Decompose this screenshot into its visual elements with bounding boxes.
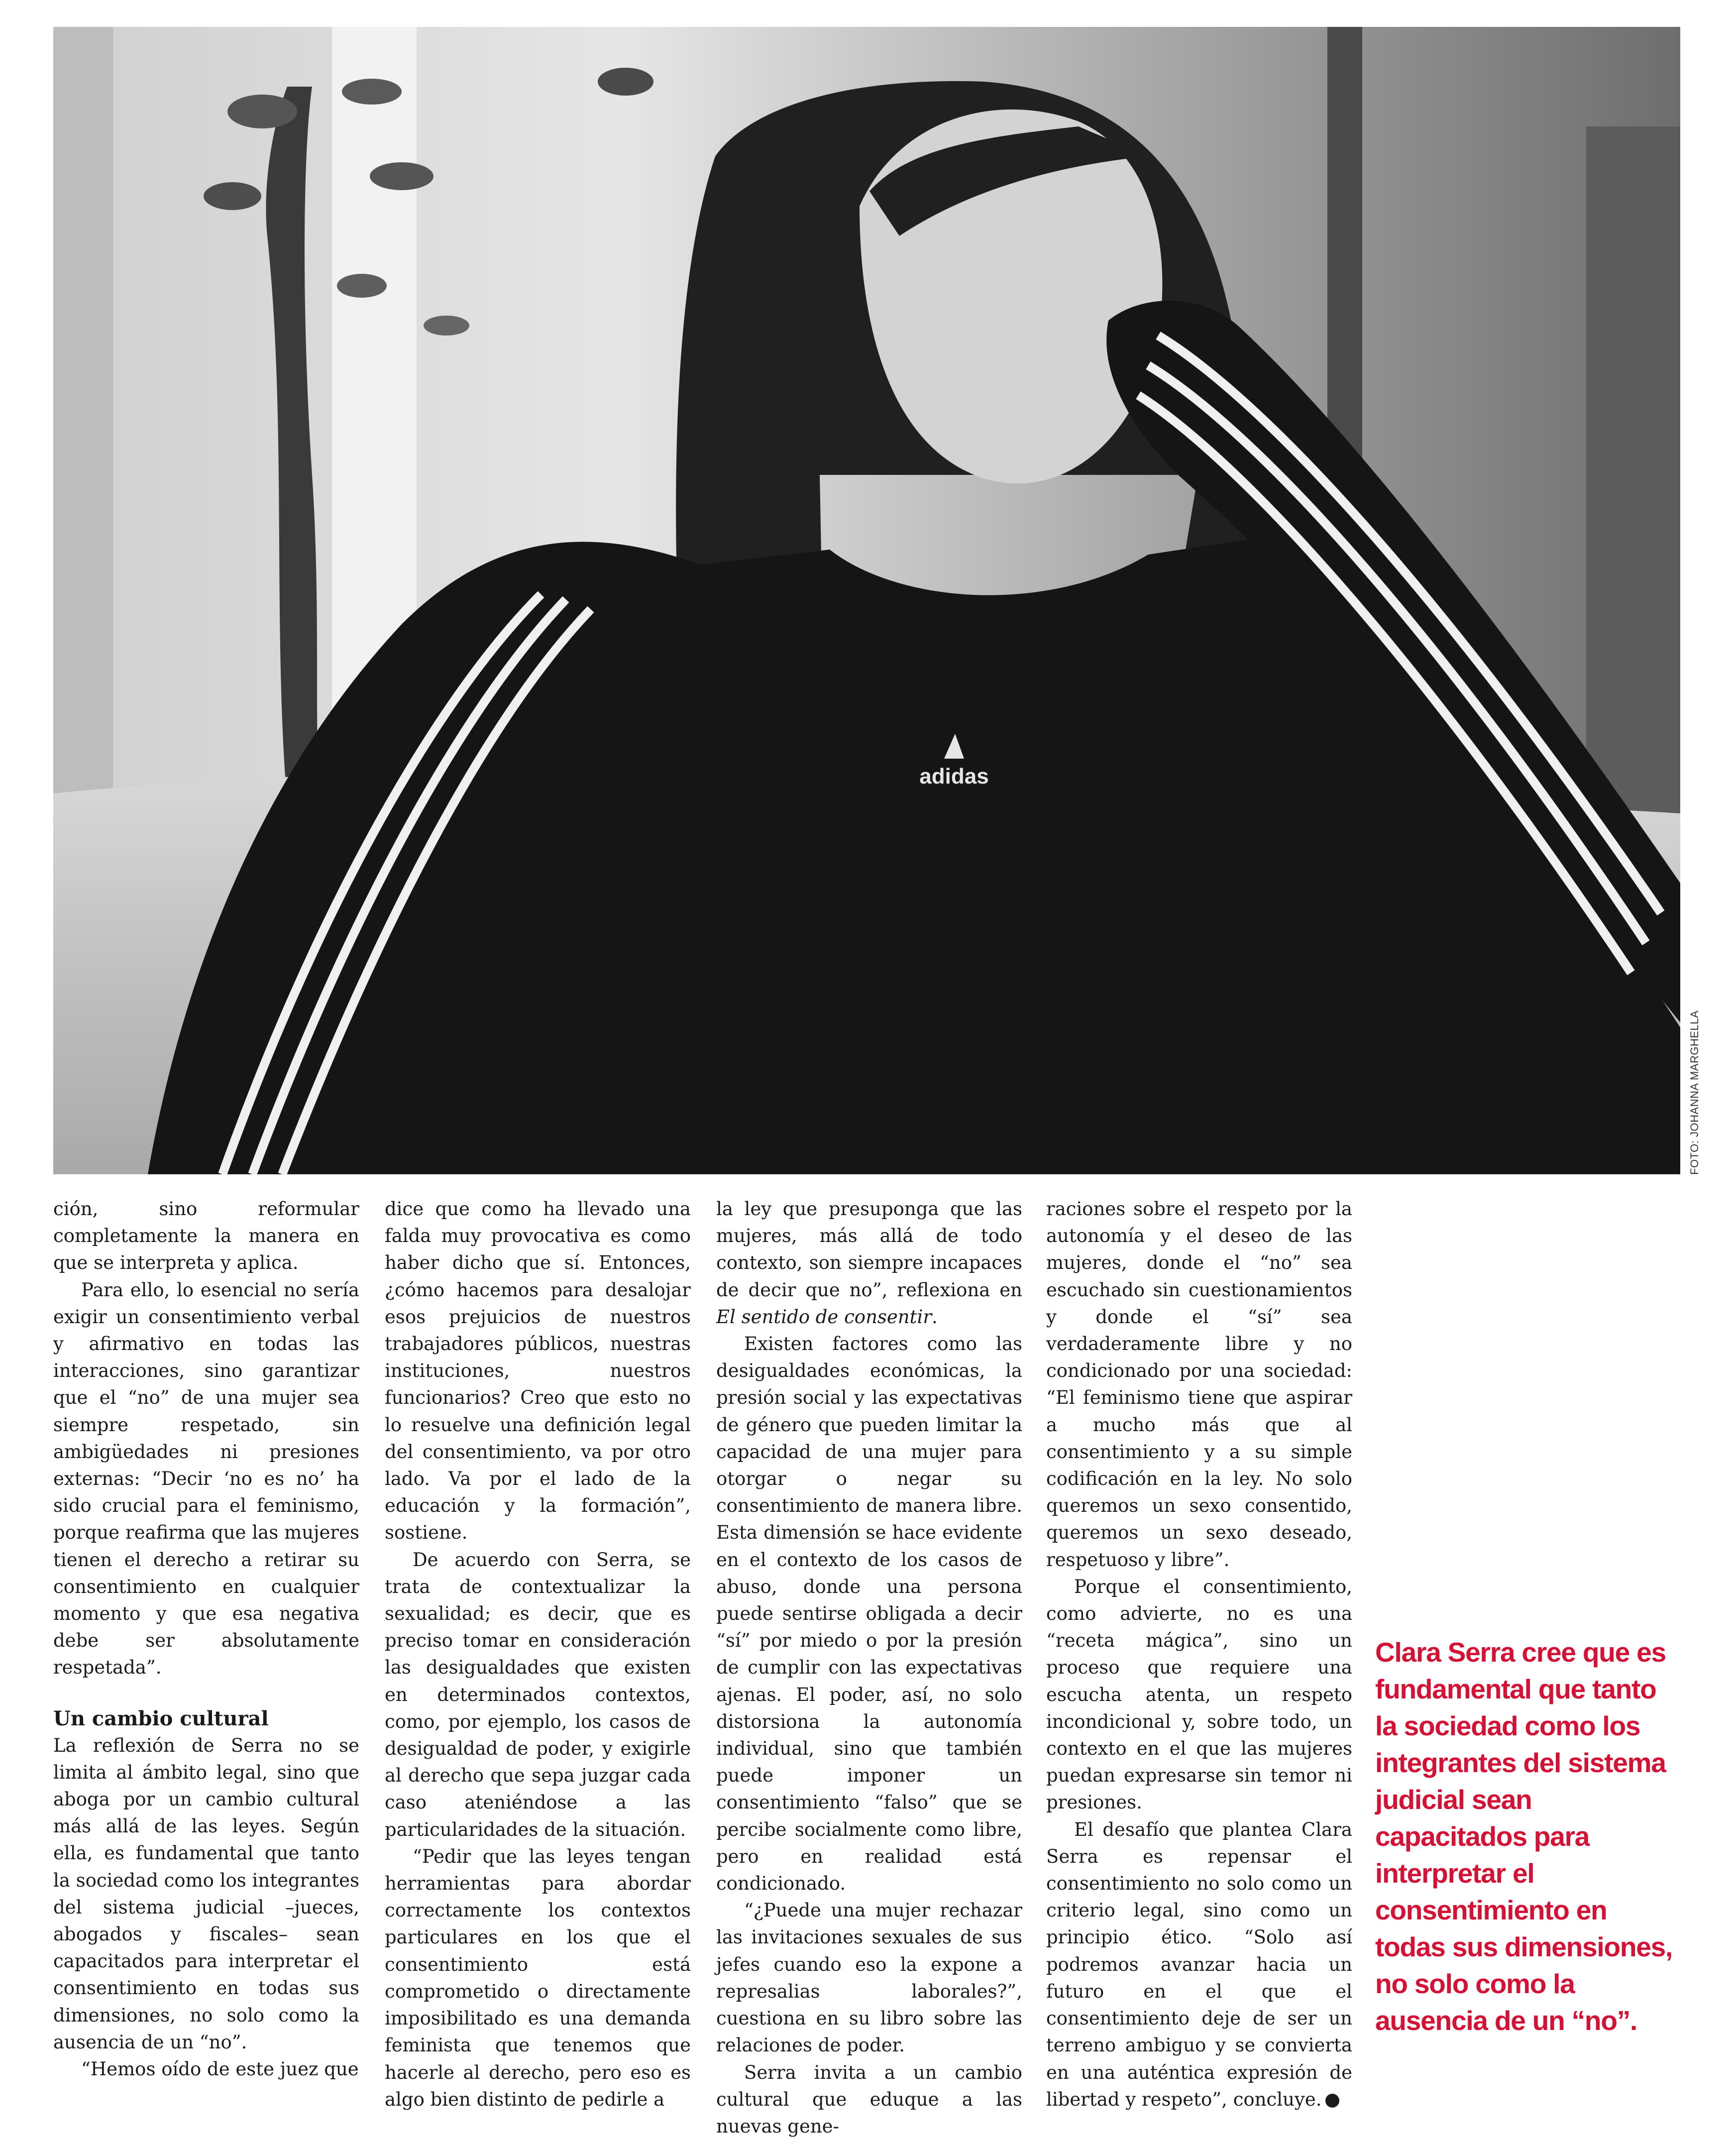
- photo-credit: [1685, 956, 1699, 1175]
- article-column-3: [716, 1196, 1022, 2140]
- paragraph: “Hemos oído de este juez que: [53, 2056, 359, 2083]
- paragraph: “Pedir que las leyes tengan herramientas para abordar correctamente los contextos particulares en los que el consentimiento está comprometido o directamente imposibilitado es una demanda feminista que tenemos que hacerle al derecho, pero eso es algo bien distinto de pedirle a: [385, 1843, 691, 2113]
- portrait-photo: [53, 27, 1680, 1174]
- paragraph: “¿Puede una mujer rechazar las invitaciones sexuales de sus jefes cuando eso la expone a represalias laborales?”, cuestiona en su libro sobre las relaciones de poder.: [716, 1897, 1022, 2059]
- paragraph-text: .: [932, 1306, 938, 1328]
- article-column-1: [53, 1196, 359, 2083]
- paragraph: De acuerdo con Serra, se trata de contextualizar la sexualidad; es decir, que es preciso tomar en consideración las desigualdades que existen en determinados contextos, como, por ejemplo, los casos de desigualdad de poder, y exigirle al derecho que sepa juzgar cada caso ateniéndose a las particularidades de la situación.: [385, 1547, 691, 1843]
- shirt-logo-text: adidas: [919, 764, 988, 788]
- paragraph-text: El desafío que plantea Clara Serra es repensar el consentimiento no solo como un criterio legal, sino como un principio ético. “Solo así podremos avanzar hacia un futuro en el que el consentimiento deje de ser un terreno ambiguo y se convierta en una auténtica expresión de libertad y respeto”, concluye.: [1046, 1819, 1352, 2110]
- paragraph: Existen factores como las desigualdades económicas, la presión social y las expectativas de género que pueden limitar la capacidad de una mujer para otorgar o negar su consentimiento de manera libre. Esta dimensión se hace evidente en el contexto de los casos de abuso, donde una persona puede sentirse obligada a decir “sí” por miedo o por la presión de cumplir con las expectativas ajenas. El poder, así, no solo distorsiona la autonomía individual, sino que también puede imponer un consentimiento “falso” que se percibe socialmente como libre, pero en realidad está condicionado.: [716, 1331, 1022, 1897]
- paragraph: Serra invita a un cambio cultural que eduque a las nuevas gene-: [716, 2059, 1022, 2140]
- paragraph: raciones sobre el respeto por la autonomía y el deseo de las mujeres, donde el “no” sea escuchado sin cuestionamientos y donde el “sí” sea verdaderamente libre y no condicionado por una sociedad: “El feminismo tiene que aspirar a mucho más que al consentimiento y a su simple codificación en la ley. No solo queremos un sexo consentido, queremos un sexo deseado, respetuoso y libre”.: [1046, 1196, 1352, 1574]
- paragraph: dice que como ha llevado una falda muy provocativa es como haber dicho que sí. Entonces, ¿cómo hacemos para desalojar esos prejuicios de nuestros trabajadores públicos, nuestras instituciones, nuestros funcionarios? Creo que esto no lo resuelve una definición legal del consentimiento, va por otro lado. Va por el lado de la educación y la formación”, sostiene.: [385, 1196, 691, 1547]
- paragraph: ción, sino reformular completamente la manera en que se interpreta y aplica.: [53, 1196, 359, 1277]
- article-column-4: [1046, 1196, 1352, 2113]
- paragraph: Porque el consentimiento, como advierte, no es una “receta mágica”, sino un proceso que requiere una escucha atenta, un respeto incondicional y, sobre todo, un contexto en el que las mujeres puedan expresarse sin temor ni presiones.: [1046, 1574, 1352, 1816]
- paragraph-text: la ley que presuponga que las mujeres, más allá de todo contexto, son siempre incapaces de decir que no”, reflexiona en: [716, 1198, 1022, 1301]
- pull-quote: Clara Serra cree que es fundamental que tanto la sociedad como los integrantes del sistema judicial sean capacitados para interpretar el consentimiento en todas sus dimensiones, no solo como la ausencia de un “no”.: [1375, 1634, 1679, 2039]
- paragraph: [716, 1196, 1022, 1331]
- paragraph: Para ello, lo esencial no sería exigir un consentimiento verbal y afirmativo en todas las interacciones, sino garantizar que el “no” de una mujer sea siempre respetado, sin ambigüedades ni presiones externas: “Decir ‘no es no’ ha sido crucial para el feminismo, porque reafirma que las mujeres tienen el derecho a retirar su consentimiento en cualquier momento y que esa negativa debe ser absolutamente respetada”.: [53, 1277, 359, 1682]
- end-mark-icon: [1325, 2094, 1339, 2108]
- subheading: Un cambio cultural: [53, 1705, 359, 1732]
- book-title: El sentido de consentir: [716, 1306, 932, 1328]
- paragraph: La reflexión de Serra no se limita al ámbito legal, sino que aboga por un cambio cultural más allá de las leyes. Según ella, es fundamental que tanto la sociedad como los integrantes del sistema judicial –jueces, abogados y fiscales– sean capacitados para interpretar el consentimiento en todas sus dimensiones, no solo como la ausencia de un “no”.: [53, 1732, 359, 2056]
- paragraph: [1046, 1816, 1352, 2113]
- article-column-2: [385, 1196, 691, 2113]
- photo-credit-text: FOTO: JOHANNA MARGHELLA: [1688, 1011, 1701, 1175]
